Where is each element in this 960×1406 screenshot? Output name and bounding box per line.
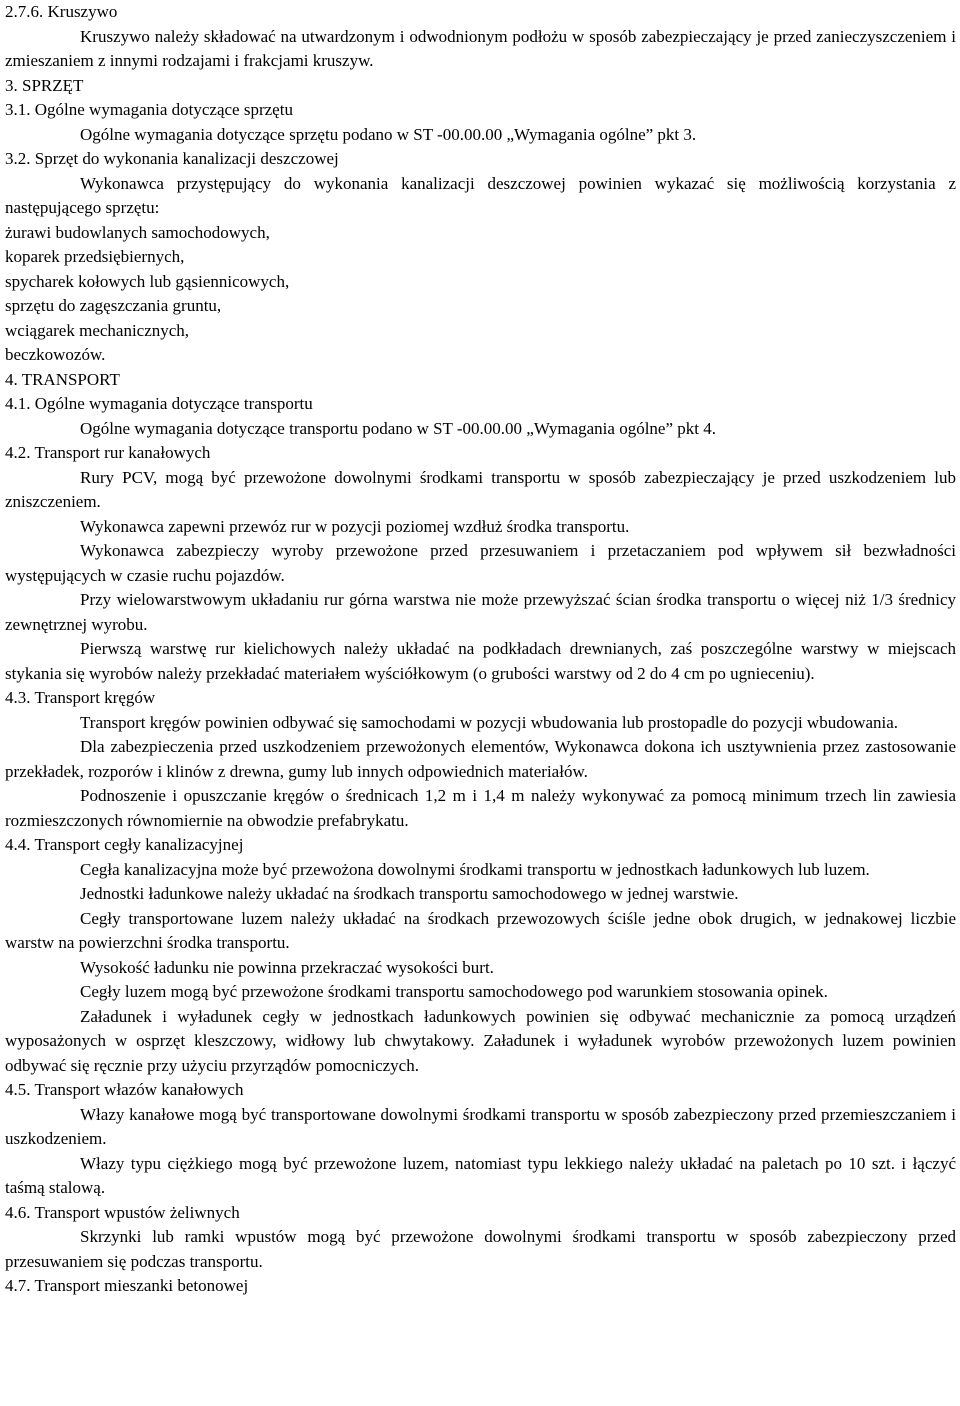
section-heading: 4.1. Ogólne wymagania dotyczące transportu bbox=[5, 394, 313, 413]
section-heading: 4.7. Transport mieszanki betonowej bbox=[5, 1276, 249, 1295]
list-item: żurawi budowlanych samochodowych, bbox=[5, 222, 270, 242]
paragraph: Przy wielowarstwowym układaniu rur górna warstwa nie może przewyższać ścian środka transportu o więcej niż 1/3 średnicy zewnętrznej wyrobu. bbox=[5, 590, 956, 634]
list-item: spycharek kołowych lub gąsiennicowych, bbox=[5, 271, 290, 291]
paragraph: Włazy kanałowe mogą być transportowane dowolnymi środkami transportu w sposób zabezpieczony przed przemieszczaniem i uszkodzeniem. bbox=[5, 1104, 956, 1148]
paragraph: Dla zabezpieczenia przed uszkodzeniem przewożonych elementów, Wykonawca dokona ich usztywnienia przez zastosowanie przekładek, rozporów i klinów z drewna, gumy lub innych odpowiednich materiałów. bbox=[5, 737, 956, 781]
chapter-heading: 4. TRANSPORT bbox=[5, 369, 120, 389]
paragraph: Wykonawca zabezpieczy wyroby przewożone przed przesuwaniem i przetaczaniem pod wpływem sił bezwładności występujących w czasie ruchu pojazdów. bbox=[5, 541, 956, 585]
section-heading: 4.2. Transport rur kanałowych bbox=[5, 443, 211, 462]
section-heading: 4.5. Transport włazów kanałowych bbox=[5, 1080, 244, 1099]
paragraph: Wykonawca przystępujący do wykonania kanalizacji deszczowej powinien wykazać się możliwością korzystania z następującego sprzętu: bbox=[5, 173, 956, 217]
paragraph: Kruszywo należy składować na utwardzonym i odwodnionym podłożu w sposób zabezpieczający je przed zanieczyszczeniem i zmieszaniem z innymi rodzajami i frakcjami kruszyw. bbox=[5, 26, 956, 70]
list-item: sprzętu do zagęszczania gruntu, bbox=[5, 296, 222, 315]
paragraph: Skrzynki lub ramki wpustów mogą być przewożone dowolnymi środkami transportu w sposób zabezpieczony przed przesuwaniem się podczas transportu. bbox=[5, 1227, 956, 1271]
section-heading: 4.3. Transport kręgów bbox=[5, 688, 156, 707]
section-heading: 4.6. Transport wpustów żeliwnych bbox=[5, 1202, 240, 1222]
paragraph: Podnoszenie i opuszczanie kręgów o średnicach 1,2 m i 1,4 m należy wykonywać za pomocą minimum trzech lin zawiesia rozmieszczonych równomiernie na obwodzie prefabrykatu. bbox=[5, 786, 956, 830]
paragraph: Rury PCV, mogą być przewożone dowolnymi środkami transportu w sposób zabezpieczający je przed uszkodzeniem lub zniszczeniem. bbox=[5, 467, 956, 511]
section-heading: 3.1. Ogólne wymagania dotyczące sprzętu bbox=[5, 100, 293, 119]
paragraph: Włazy typu ciężkiego mogą być przewożone luzem, natomiast typu lekkiego należy układać na paletach po 10 szt. i łączyć taśmą stalową. bbox=[5, 1153, 956, 1197]
paragraph: Ogólne wymagania dotyczące sprzętu podano w ST -00.00.00 „Wymagania ogólne” pkt 3. bbox=[80, 124, 697, 144]
section-heading: 3.2. Sprzęt do wykonania kanalizacji deszczowej bbox=[5, 149, 339, 168]
list-item: wciągarek mechanicznych, bbox=[5, 320, 190, 340]
paragraph: Załadunek i wyładunek cegły w jednostkach ładunkowych powinien się odbywać mechanicznie za pomocą urządzeń wyposażonych w osprzęt kleszczowy, widłowy lub chwytakowy. Załadunek i wyładunek wyrobów przewożonych luzem powinien odbywać się ręcznie przy użyciu przyrządów pomocniczych. bbox=[5, 1006, 956, 1075]
paragraph: Pierwszą warstwę rur kielichowych należy układać na podkładach drewnianych, zaś poszczególne warstwy w miejscach stykania się wyrobów należy przekładać materiałem wyściółkowym (o grubości warstwy od 2 do 4 cm po ugnieceniu). bbox=[5, 639, 956, 683]
paragraph: Wysokość ładunku nie powinna przekraczać wysokości burt. bbox=[80, 957, 494, 977]
chapter-heading: 3. SPRZĘT bbox=[5, 75, 84, 95]
list-item: beczkowozów. bbox=[5, 345, 106, 364]
list-item: koparek przedsiębiernych, bbox=[5, 247, 185, 266]
paragraph: Cegły transportowane luzem należy układać na środkach przewozowych ściśle jedne obok drugich, w jednakowej liczbie warstw na powierzchni środka transportu. bbox=[5, 908, 956, 952]
paragraph: Ogólne wymagania dotyczące transportu podano w ST -00.00.00 „Wymagania ogólne” pkt 4. bbox=[80, 418, 716, 438]
paragraph: Transport kręgów powinien odbywać się samochodami w pozycji wbudowania lub prostopadle do pozycji wbudowania. bbox=[80, 712, 899, 732]
section-heading: 4.4. Transport cegły kanalizacyjnej bbox=[5, 835, 244, 854]
paragraph: Cegły luzem mogą być przewożone środkami transportu samochodowego pod warunkiem stosowania opinek. bbox=[80, 982, 828, 1001]
paragraph: Wykonawca zapewni przewóz rur w pozycji poziomej wzdłuż środka transportu. bbox=[80, 516, 630, 536]
paragraph: Jednostki ładunkowe należy układać na środkach transportu samochodowego w jednej warstwie. bbox=[80, 884, 739, 903]
section-heading: 2.7.6. Kruszywo bbox=[5, 2, 118, 21]
paragraph: Cegła kanalizacyjna może być przewożona dowolnymi środkami transportu w jednostkach ładunkowych lub luzem. bbox=[80, 859, 870, 879]
